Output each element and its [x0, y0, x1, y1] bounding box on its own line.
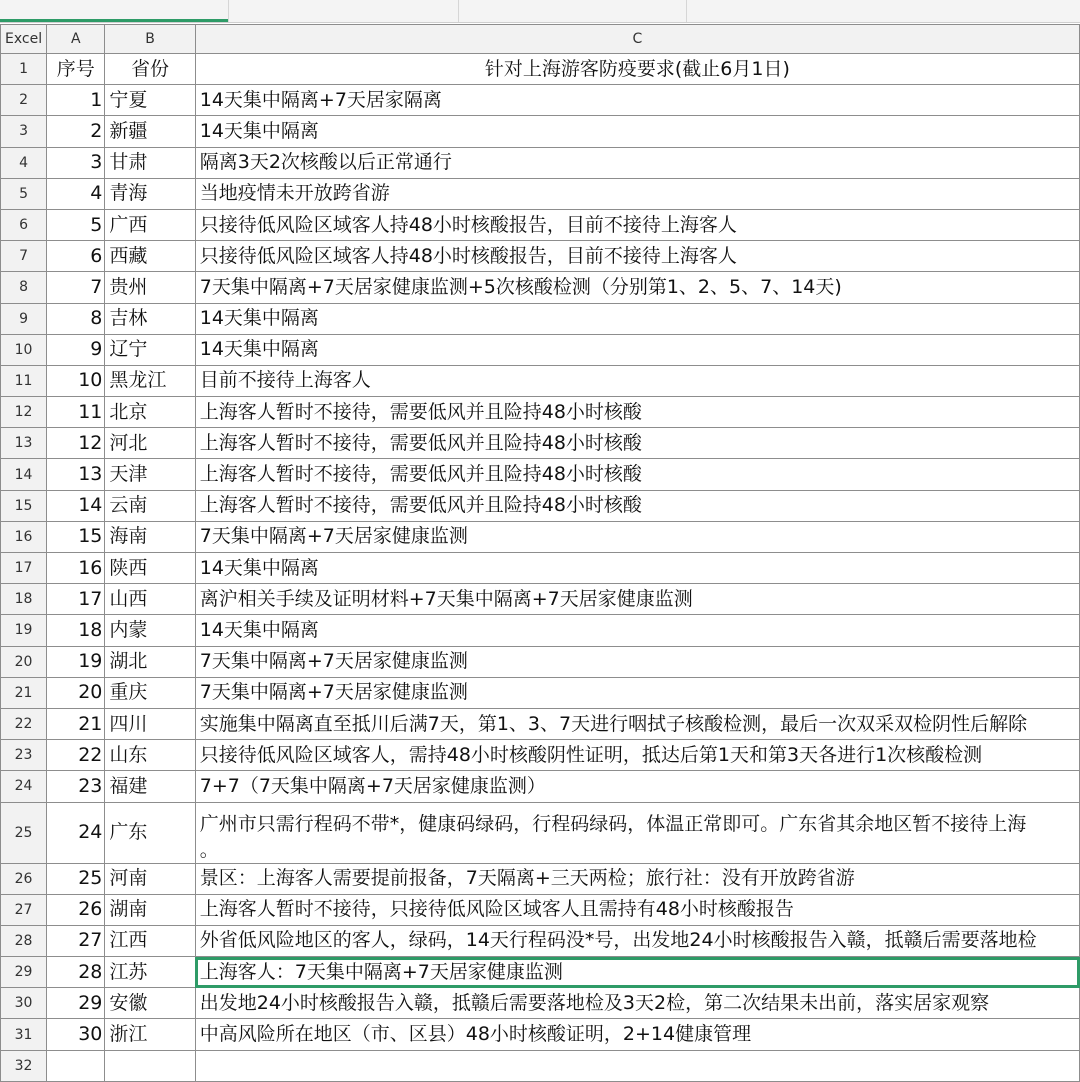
cell-requirement[interactable]: 7天集中隔离+7天居家健康监测: [195, 521, 1079, 552]
row-number[interactable]: 25: [1, 802, 47, 863]
row-number[interactable]: 6: [1, 209, 47, 240]
row-number[interactable]: 32: [1, 1050, 47, 1081]
cell-seq[interactable]: [47, 1050, 105, 1081]
cell-requirement[interactable]: 景区：上海客人需要提前报备，7天隔离+三天两检；旅行社：没有开放跨省游: [195, 863, 1079, 894]
row-number[interactable]: 15: [1, 490, 47, 521]
row-number[interactable]: 11: [1, 365, 47, 396]
cell-requirement[interactable]: 上海客人暂时不接待，需要低风并且险持48小时核酸: [195, 459, 1079, 490]
row-number[interactable]: 21: [1, 677, 47, 708]
table-row: [1, 925, 1080, 956]
cell-province[interactable]: 安徽: [105, 988, 195, 1019]
cell-seq[interactable]: 21: [47, 708, 105, 739]
cell-requirement-line: 。: [199, 838, 219, 861]
cell-seq[interactable]: 23: [47, 771, 105, 802]
cell-province[interactable]: 西藏: [105, 241, 195, 272]
cell-seq[interactable]: 22: [47, 740, 105, 771]
cell-seq[interactable]: 13: [47, 459, 105, 490]
row-number[interactable]: 19: [1, 615, 47, 646]
cell-seq[interactable]: 15: [47, 521, 105, 552]
cell-province[interactable]: 陕西: [105, 553, 195, 584]
row-number[interactable]: 23: [1, 740, 47, 771]
table-row: [1, 740, 1080, 771]
table-row: [1, 209, 1080, 240]
cell-requirement[interactable]: 实施集中隔离直至抵川后满7天，第1、3、7天进行咽拭子核酸检测，最后一次双采双检阴性后解除: [195, 708, 1079, 739]
row-number[interactable]: 8: [1, 272, 47, 303]
cell-seq[interactable]: 1: [47, 85, 105, 116]
cell-seq[interactable]: 9: [47, 334, 105, 365]
spreadsheet-grid: [0, 24, 1080, 1082]
tab-divider: [686, 0, 687, 22]
cell-requirement[interactable]: 14天集中隔离+7天居家隔离: [195, 85, 1079, 116]
cell-requirement[interactable]: 7天集中隔离+7天居家健康监测: [195, 646, 1079, 677]
cell-requirement[interactable]: 7天集中隔离+7天居家健康监测: [195, 677, 1079, 708]
cell-requirement[interactable]: 只接待低风险区域客人持48小时核酸报告，目前不接待上海客人: [195, 241, 1079, 272]
row-number[interactable]: 24: [1, 771, 47, 802]
cell-province[interactable]: 青海: [105, 178, 195, 209]
cell-seq[interactable]: 8: [47, 303, 105, 334]
cell-requirement[interactable]: [195, 802, 1079, 863]
table-row: [1, 116, 1080, 147]
cell-seq[interactable]: 2: [47, 116, 105, 147]
cell-requirement[interactable]: 7+7（7天集中隔离+7天居家健康监测）: [195, 771, 1079, 802]
cell-province[interactable]: 浙江: [105, 1019, 195, 1050]
row-number[interactable]: 5: [1, 178, 47, 209]
cell-seq[interactable]: 20: [47, 677, 105, 708]
cell-requirement[interactable]: 隔离3天2次核酸以后正常通行: [195, 147, 1079, 178]
row-number[interactable]: 28: [1, 925, 47, 956]
cell-province[interactable]: 吉林: [105, 303, 195, 334]
table-row: [1, 490, 1080, 521]
row-number[interactable]: 3: [1, 116, 47, 147]
cell-requirement[interactable]: 14天集中隔离: [195, 334, 1079, 365]
cell-province[interactable]: 山东: [105, 740, 195, 771]
table-row: [1, 646, 1080, 677]
header-cell-requirement[interactable]: 针对上海游客防疫要求(截止6月1日): [195, 54, 1079, 85]
cell-seq[interactable]: 6: [47, 241, 105, 272]
cell-seq[interactable]: 11: [47, 397, 105, 428]
cell-seq[interactable]: 10: [47, 365, 105, 396]
row-number[interactable]: 16: [1, 521, 47, 552]
cell-seq[interactable]: 18: [47, 615, 105, 646]
row-number[interactable]: 12: [1, 397, 47, 428]
row-number[interactable]: 29: [1, 957, 47, 988]
cell-seq[interactable]: 24: [47, 802, 105, 863]
sheet-tab-bar: [0, 0, 1080, 23]
cell-seq[interactable]: 26: [47, 894, 105, 925]
cell-province[interactable]: 新疆: [105, 116, 195, 147]
cell-province[interactable]: 辽宁: [105, 334, 195, 365]
row-number[interactable]: 14: [1, 459, 47, 490]
cell-seq[interactable]: 7: [47, 272, 105, 303]
cell-province[interactable]: 四川: [105, 708, 195, 739]
row-number[interactable]: 13: [1, 428, 47, 459]
table-row: [1, 85, 1080, 116]
table-row: [1, 894, 1080, 925]
table-row: [1, 334, 1080, 365]
cell-seq[interactable]: 19: [47, 646, 105, 677]
row-number[interactable]: 17: [1, 553, 47, 584]
cell-province[interactable]: 宁夏: [105, 85, 195, 116]
table-row: [1, 1019, 1080, 1050]
cell-province[interactable]: 甘肃: [105, 147, 195, 178]
table-row: [1, 988, 1080, 1019]
cell-requirement[interactable]: 离沪相关手续及证明材料+7天集中隔离+7天居家健康监测: [195, 584, 1079, 615]
cell-province[interactable]: 北京: [105, 397, 195, 428]
table-row: [1, 303, 1080, 334]
row-number[interactable]: 10: [1, 334, 47, 365]
row-number[interactable]: 31: [1, 1019, 47, 1050]
cell-seq[interactable]: 5: [47, 209, 105, 240]
tab-divider: [458, 0, 459, 22]
cell-seq[interactable]: 25: [47, 863, 105, 894]
row-number[interactable]: 27: [1, 894, 47, 925]
row-number[interactable]: 4: [1, 147, 47, 178]
table-row: [1, 677, 1080, 708]
cell-requirement[interactable]: 只接待低风险区域客人，需持48小时核酸阴性证明，抵达后第1天和第3天各进行1次核酸检测: [195, 740, 1079, 771]
cell-province[interactable]: 湖北: [105, 646, 195, 677]
cell-province[interactable]: 重庆: [105, 677, 195, 708]
table-row: [1, 365, 1080, 396]
cell-province[interactable]: 黑龙江: [105, 365, 195, 396]
table-row: [1, 272, 1080, 303]
table-header-row: [1, 54, 1080, 85]
table-row: [1, 397, 1080, 428]
selected-cell[interactable]: 上海客人：7天集中隔离+7天居家健康监测: [195, 957, 1079, 988]
cell-province[interactable]: 海南: [105, 521, 195, 552]
cell-requirement[interactable]: 14天集中隔离: [195, 116, 1079, 147]
cell-requirement[interactable]: [195, 1050, 1079, 1081]
cell-requirement[interactable]: 只接待低风险区域客人持48小时核酸报告，目前不接待上海客人: [195, 209, 1079, 240]
cell-requirement[interactable]: 当地疫情未开放跨省游: [195, 178, 1079, 209]
cell-province[interactable]: 河南: [105, 863, 195, 894]
cell-seq[interactable]: 4: [47, 178, 105, 209]
cell-requirement[interactable]: 14天集中隔离: [195, 303, 1079, 334]
cell-seq[interactable]: 3: [47, 147, 105, 178]
table-row: [1, 802, 1080, 863]
column-header-b[interactable]: B: [105, 25, 195, 54]
cell-requirement[interactable]: 目前不接待上海客人: [195, 365, 1079, 396]
table-row: [1, 615, 1080, 646]
cell-province[interactable]: 江苏: [105, 957, 195, 988]
cell-seq[interactable]: 27: [47, 925, 105, 956]
column-header-row: [1, 25, 1080, 54]
cell-requirement[interactable]: 上海客人暂时不接待，需要低风并且险持48小时核酸: [195, 428, 1079, 459]
table-row: [1, 1050, 1080, 1081]
column-header-c[interactable]: C: [195, 25, 1079, 54]
cell-seq[interactable]: 17: [47, 584, 105, 615]
table-row: [1, 428, 1080, 459]
cell-province[interactable]: 广西: [105, 209, 195, 240]
row-number[interactable]: 9: [1, 303, 47, 334]
row-number[interactable]: 20: [1, 646, 47, 677]
table-row: [1, 521, 1080, 552]
table-row: [1, 708, 1080, 739]
row-number[interactable]: 1: [1, 54, 47, 85]
cell-requirement[interactable]: 上海客人暂时不接待，需要低风并且险持48小时核酸: [195, 397, 1079, 428]
cell-province[interactable]: 山西: [105, 584, 195, 615]
row-number[interactable]: 2: [1, 85, 47, 116]
cell-province[interactable]: 广东: [105, 802, 195, 863]
table-row: [1, 178, 1080, 209]
cell-province[interactable]: 内蒙: [105, 615, 195, 646]
cell-province[interactable]: 云南: [105, 490, 195, 521]
cell-seq[interactable]: 29: [47, 988, 105, 1019]
table-row: [1, 147, 1080, 178]
cell-requirement[interactable]: 上海客人暂时不接待，只接待低风险区域客人且需持有48小时核酸报告: [195, 894, 1079, 925]
row-number[interactable]: 18: [1, 584, 47, 615]
cell-seq[interactable]: 16: [47, 553, 105, 584]
cell-province[interactable]: 河北: [105, 428, 195, 459]
active-sheet-tab[interactable]: [0, 0, 228, 22]
cell-requirement[interactable]: 中高风险所在地区（市、区县）48小时核酸证明，2+14健康管理: [195, 1019, 1079, 1050]
row-number[interactable]: 7: [1, 241, 47, 272]
cell-province[interactable]: 湖南: [105, 894, 195, 925]
table-row: [1, 863, 1080, 894]
cell-seq[interactable]: 12: [47, 428, 105, 459]
table-row: [1, 957, 1080, 988]
cell-requirement[interactable]: 上海客人暂时不接待，需要低风并且险持48小时核酸: [195, 490, 1079, 521]
cell-requirement[interactable]: 出发地24小时核酸报告入赣，抵赣后需要落地检及3天2检，第二次结果未出前，落实居家观察: [195, 988, 1079, 1019]
cell-province[interactable]: 江西: [105, 925, 195, 956]
cell-requirement[interactable]: 7天集中隔离+7天居家健康监测+5次核酸检测（分别第1、2、5、7、14天): [195, 272, 1079, 303]
cell-province[interactable]: 天津: [105, 459, 195, 490]
table-row: [1, 771, 1080, 802]
table-row: [1, 459, 1080, 490]
cell-requirement[interactable]: 14天集中隔离: [195, 553, 1079, 584]
cell-requirement[interactable]: 14天集中隔离: [195, 615, 1079, 646]
tab-divider: [228, 0, 229, 22]
header-cell-province[interactable]: 省份: [105, 54, 195, 85]
header-cell-seq[interactable]: 序号: [47, 54, 105, 85]
cell-province[interactable]: 福建: [105, 771, 195, 802]
cell-requirement-line: 广州市只需行程码不带*，健康码绿码，行程码绿码，体温正常即可。广东省其余地区暂不接待上海: [199, 812, 1027, 835]
cell-seq[interactable]: 28: [47, 957, 105, 988]
table-row: [1, 553, 1080, 584]
corner-cell[interactable]: Excel: [1, 25, 47, 54]
row-number[interactable]: 30: [1, 988, 47, 1019]
cell-seq[interactable]: 30: [47, 1019, 105, 1050]
cell-seq[interactable]: 14: [47, 490, 105, 521]
cell-province[interactable]: 贵州: [105, 272, 195, 303]
table-row: [1, 584, 1080, 615]
row-number[interactable]: 22: [1, 708, 47, 739]
cell-province[interactable]: [105, 1050, 195, 1081]
column-header-a[interactable]: A: [47, 25, 105, 54]
row-number[interactable]: 26: [1, 863, 47, 894]
cell-requirement[interactable]: 外省低风险地区的客人，绿码，14天行程码没*号，出发地24小时核酸报告入赣，抵赣后需要落地检: [195, 925, 1079, 956]
table-row: [1, 241, 1080, 272]
